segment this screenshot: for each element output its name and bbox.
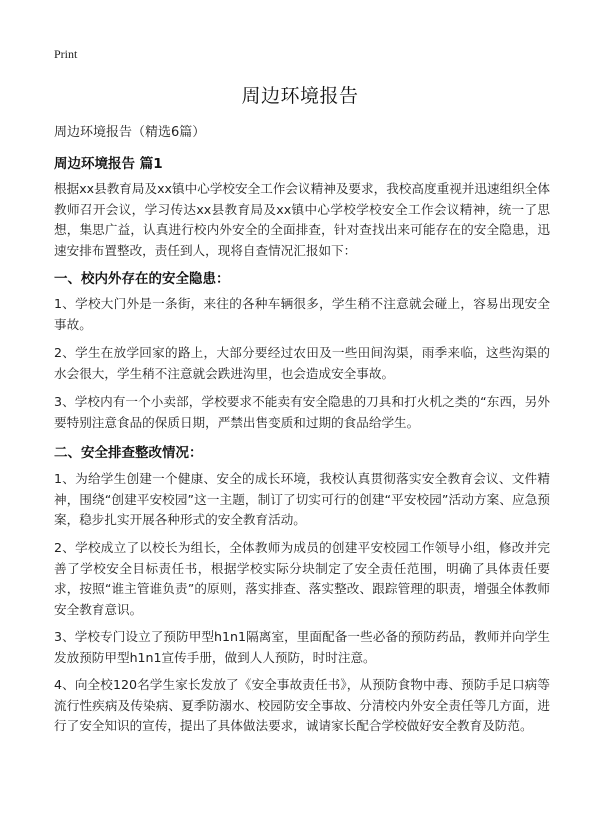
section-heading-rectification: 二、安全排查整改情况：	[54, 445, 203, 461]
rectification-item-3: 3、学校专门设立了预防甲型h1n1隔离室，里面配备一些必备的预防药品，教师并向学生发放预防甲型h1n1宣传手册，做到人人预防，时时注意。	[54, 629, 550, 665]
hazard-item-1: 1、学校大门外是一条街，来往的各种车辆很多，学生稍不注意就会碰上，容易出现安全事故。	[54, 296, 550, 332]
print-label[interactable]: Print	[54, 47, 78, 61]
article-heading: 周边环境报告 篇1	[54, 156, 163, 172]
intro-paragraph: 根据xx县教育局及xx镇中心学校安全工作会议精神及要求，我校高度重视并迅速组织全体教师召开会议，学习传达xx县教育局及xx镇中心学校学校安全工作会议精神，统一了思想，集思广益，认真进行校内外安全的全面排查，针对查找出来可能存在的安全隐患，迅速安排布置整改，责任到人，现将自查情况汇报如下：	[54, 181, 550, 258]
rectification-item-1: 1、为给学生创建一个健康、安全的成长环境，我校认真贯彻落实安全教育会议、文件精神，围绕“创建平安校园”这一主题，制订了切实可行的创建“平安校园”活动方案、应急预案，稳步扎实开展各种形式的安全教育活动。	[54, 471, 550, 527]
rectification-item-4: 4、向全校120名学生家长发放了《安全事故责任书》，从预防食物中毒、预防手足口病等流行性疾病及传染病、夏季防溺水、校园防安全事故、分清校内外安全责任等几方面，进行了安全知识的宣传，提出了具体做法要求，诚请家长配合学校做好安全教育及防范。	[54, 677, 550, 733]
subtitle: 周边环境报告（精选6篇）	[54, 125, 206, 140]
hazard-item-3: 3、学校内有一个小卖部，学校要求不能卖有安全隐患的刀具和打火机之类的“东西，另外要特别注意食品的保质日期，严禁出售变质和过期的食品给学生。	[54, 394, 550, 430]
page-title: 周边环境报告	[241, 85, 359, 107]
section-heading-hazards: 一、校内外存在的安全隐患：	[54, 271, 230, 287]
rectification-item-2: 2、学校成立了以校长为组长，全体教师为成员的创建平安校园工作领导小组，修改并完善了学校安全目标责任书，根据学校实际分块制定了安全责任范围，明确了具体责任要求，按照“谁主管谁负责”的原则，落实排查、落实整改、跟踪管理的职责，增强全体教师安全教育意识。	[54, 540, 550, 617]
hazard-item-2: 2、学生在放学回家的路上，大部分要经过农田及一些田间沟渠，雨季来临，这些沟渠的水会很大，学生稍不注意就会跌进沟里，也会造成安全事故。	[54, 345, 550, 381]
